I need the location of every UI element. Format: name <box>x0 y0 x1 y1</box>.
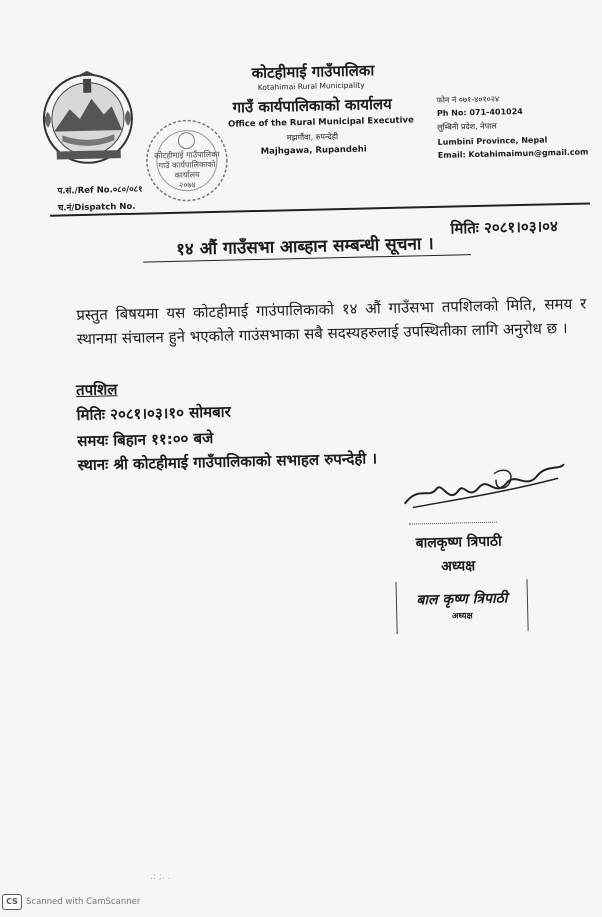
phone-nepali: फोन नं ०७१-४०१०२४ <box>436 94 500 105</box>
phone-english: Ph No: 071-401024 <box>436 106 523 118</box>
email: Email: Kotahimaimun@gmail.com <box>437 147 589 160</box>
name-stamp-box <box>396 579 529 634</box>
office-name-english: Office of the Rural Municipal Executive <box>227 115 414 130</box>
signatory-name: बालकृष्ण त्रिपाठी <box>415 533 502 552</box>
subject-heading: १४ औं गाउँसभा आब्हान सम्बन्धी सूचना । <box>175 234 434 260</box>
location-english: Majhgawa, Rupandehi <box>260 144 367 157</box>
province-nepali: लुम्बिनी प्रदेश, नेपाल <box>437 121 497 132</box>
stamp-signatory-name: बाल कृष्ण त्रिपाठी <box>416 590 508 609</box>
seal-text: कोटहीमाई गाउँपालिका गाउँ कार्यपालिकाको कार्यालय २०७४ <box>154 149 220 190</box>
notice-body <box>76 292 587 352</box>
nepal-emblem-logo <box>39 70 137 168</box>
location-nepali: मझगौंवा, रुपन्देही <box>286 132 339 143</box>
camscanner-icon: CS <box>2 894 22 910</box>
stamp-signatory-title: अध्यक्ष <box>451 611 473 622</box>
signatory-title: अध्यक्ष <box>440 558 476 575</box>
municipality-name-english: Kotahimai Rural Municipality <box>257 80 365 92</box>
office-name-nepali: गाउँ कार्यपालिकाको कार्यालय <box>232 94 392 117</box>
municipality-name-nepali: कोटहीमाई गाउँपालिका <box>251 61 375 83</box>
handwritten-signature <box>398 452 570 526</box>
province-english: Lumbini Province, Nepal <box>437 135 548 147</box>
camscanner-watermark <box>0 893 200 910</box>
schedule-date: मितिः २०८१।०३।१० सोमबार <box>76 402 231 425</box>
schedule-time: समयः बिहान ११:०० बजे <box>77 429 214 451</box>
scan-smudge: .: ;. . <box>150 872 171 882</box>
dispatch-number: च.नं/Dispatch No. <box>57 201 136 214</box>
schedule-heading: तपशिल <box>75 380 118 400</box>
letter-date: मितिः २०८१।०३।०४ <box>450 217 559 238</box>
camscanner-label: Scanned with CamScanner <box>26 896 141 907</box>
schedule-venue: स्थानः श्री कोटहीमाई गाउँपालिकाको सभाहल रुपन्देही । <box>77 449 378 475</box>
notice-body-text: प्रस्तुत बिषयमा यस कोटहीमाई गाउंपालिकाको १४ औं गाउँसभा तपशिलको मिति, समय र स्थानमा संचालन हुने भएकोले गाउंसभाका सबै सदस्यहरुलाई उपस्थितीका लागि अनुरोध छ । <box>76 294 587 349</box>
reference-number: प.सं./Ref No.०८०/०८१ <box>57 184 143 197</box>
